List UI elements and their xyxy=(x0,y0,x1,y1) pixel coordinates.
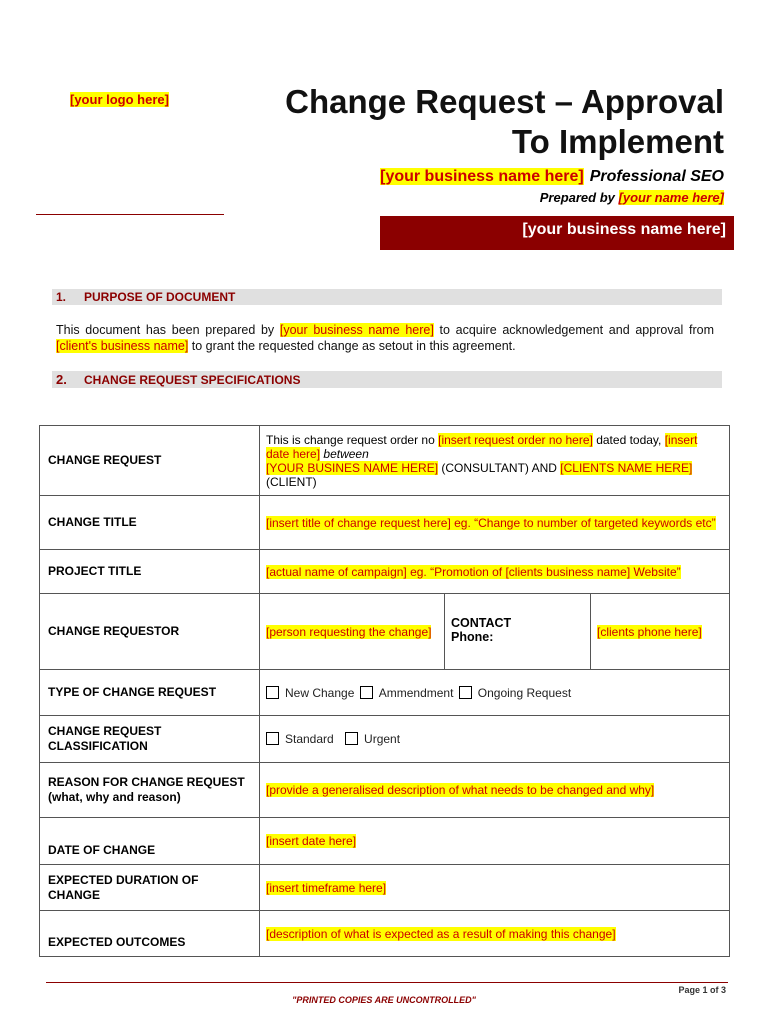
project-title-placeholder: [actual name of campaign] eg. “Promotion of [clients business name] Website” xyxy=(266,564,681,579)
business-banner: [your business name here] xyxy=(380,216,734,250)
table-row xyxy=(40,426,730,496)
table-row xyxy=(40,911,730,957)
phone-label: Phone: xyxy=(451,630,494,644)
cr-text-3: between xyxy=(323,446,369,461)
classification-options xyxy=(260,716,730,763)
amendment-option: Ammendment xyxy=(378,685,454,700)
change-request-table xyxy=(39,425,730,957)
requestor-placeholder: [person requesting the change] xyxy=(266,624,432,639)
date-value[interactable] xyxy=(260,818,730,865)
table-row xyxy=(40,716,730,763)
table-row xyxy=(40,550,730,594)
table-row xyxy=(40,594,730,670)
change-request-label: CHANGE REQUEST xyxy=(40,426,260,496)
new-change-checkbox[interactable] xyxy=(266,686,279,699)
business-line xyxy=(380,168,724,186)
date-label: DATE OF CHANGE xyxy=(40,818,260,865)
uncontrolled-notice: "PRINTED COPIES ARE UNCONTROLLED" xyxy=(292,995,476,1005)
outcomes-placeholder: [description of what is expected as a result of making this change] xyxy=(266,926,616,941)
section-1-title: PURPOSE OF DOCUMENT xyxy=(84,290,236,304)
type-options xyxy=(260,670,730,716)
standard-option: Standard xyxy=(285,732,334,746)
urgent-checkbox[interactable] xyxy=(345,732,358,745)
urgent-option: Urgent xyxy=(364,732,401,746)
prepared-by xyxy=(540,190,724,205)
section-2-heading xyxy=(52,371,722,388)
cr-consultant-placeholder: [YOUR BUSINES NAME HERE] xyxy=(266,460,439,475)
purpose-text-a: This document has been prepared by xyxy=(56,323,280,337)
cr-text-1: This is change request order no xyxy=(266,432,439,447)
cr-text-4: (CONSULTANT) AND xyxy=(438,460,561,475)
document-title xyxy=(285,82,724,162)
table-row xyxy=(40,865,730,911)
cr-text-2: dated today, xyxy=(592,432,665,447)
change-title-placeholder: [insert title of change request here] eg. “Change to number of targeted keywords etc” xyxy=(266,515,716,530)
purpose-client-placeholder: [client's business name] xyxy=(56,339,189,353)
new-change-option: New Change xyxy=(285,685,355,700)
section-1-heading xyxy=(52,289,722,305)
duration-placeholder: [insert timeframe here] xyxy=(266,880,387,895)
service-name: Professional SEO xyxy=(589,168,724,185)
header-divider xyxy=(36,214,224,215)
cr-date-placeholder: [insert date here] xyxy=(266,432,698,461)
requestor-label: CHANGE REQUESTOR xyxy=(40,594,260,670)
footer-divider xyxy=(46,982,728,983)
project-title-label: PROJECT TITLE xyxy=(40,550,260,594)
outcomes-label: EXPECTED OUTCOMES xyxy=(40,911,260,957)
prepared-by-name: [your name here] xyxy=(618,190,724,205)
purpose-paragraph xyxy=(56,322,714,354)
section-2-title: CHANGE REQUEST SPECIFICATIONS xyxy=(84,373,301,387)
change-title-label: CHANGE TITLE xyxy=(40,496,260,550)
table-row xyxy=(40,818,730,865)
change-request-value[interactable] xyxy=(260,426,730,496)
reason-value[interactable] xyxy=(260,763,730,818)
purpose-text-c: to grant the requested change as setout in this agreement. xyxy=(188,339,516,353)
table-row xyxy=(40,763,730,818)
outcomes-value[interactable] xyxy=(260,911,730,957)
contact-label-cell xyxy=(445,594,591,670)
business-name-placeholder: [your business name here] xyxy=(380,168,584,185)
table-row xyxy=(40,670,730,716)
section-1-number: 1. xyxy=(56,290,67,304)
cr-text-5: (CLIENT) xyxy=(266,474,317,489)
cr-order-no-placeholder: [insert request order no here] xyxy=(438,432,593,447)
logo-placeholder: [your logo here] xyxy=(70,92,169,107)
section-2-number: 2. xyxy=(56,372,67,387)
title-line-1: Change Request – Approval xyxy=(285,83,724,120)
standard-checkbox[interactable] xyxy=(266,732,279,745)
classification-label: CHANGE REQUEST CLASSIFICATION xyxy=(40,716,260,763)
requestor-value[interactable] xyxy=(260,594,445,670)
purpose-business-placeholder: [your business name here] xyxy=(279,323,434,337)
duration-value[interactable] xyxy=(260,865,730,911)
phone-placeholder: [clients phone here] xyxy=(597,624,702,639)
ongoing-request-option: Ongoing Request xyxy=(477,685,572,700)
date-placeholder: [insert date here] xyxy=(266,834,357,848)
project-title-value[interactable] xyxy=(260,550,730,594)
change-title-value[interactable] xyxy=(260,496,730,550)
title-line-2: To Implement xyxy=(511,123,724,160)
duration-label: EXPECTED DURATION OF CHANGE xyxy=(40,865,260,911)
reason-placeholder: [provide a generalised description of what needs to be changed and why] xyxy=(266,783,655,797)
table-row xyxy=(40,496,730,550)
phone-value[interactable] xyxy=(591,594,730,670)
prepared-by-label: Prepared by xyxy=(539,190,615,205)
contact-label: CONTACT xyxy=(451,616,512,630)
page-number: Page 1 of 3 xyxy=(678,985,726,995)
purpose-text-b: to acquire acknowledgement and approval from xyxy=(433,323,714,337)
cr-client-placeholder: [CLIENTS NAME HERE] xyxy=(560,460,693,475)
ongoing-request-checkbox[interactable] xyxy=(459,686,472,699)
type-label: TYPE OF CHANGE REQUEST xyxy=(40,670,260,716)
amendment-checkbox[interactable] xyxy=(360,686,373,699)
reason-label: REASON FOR CHANGE REQUEST (what, why and reason) xyxy=(40,763,260,818)
